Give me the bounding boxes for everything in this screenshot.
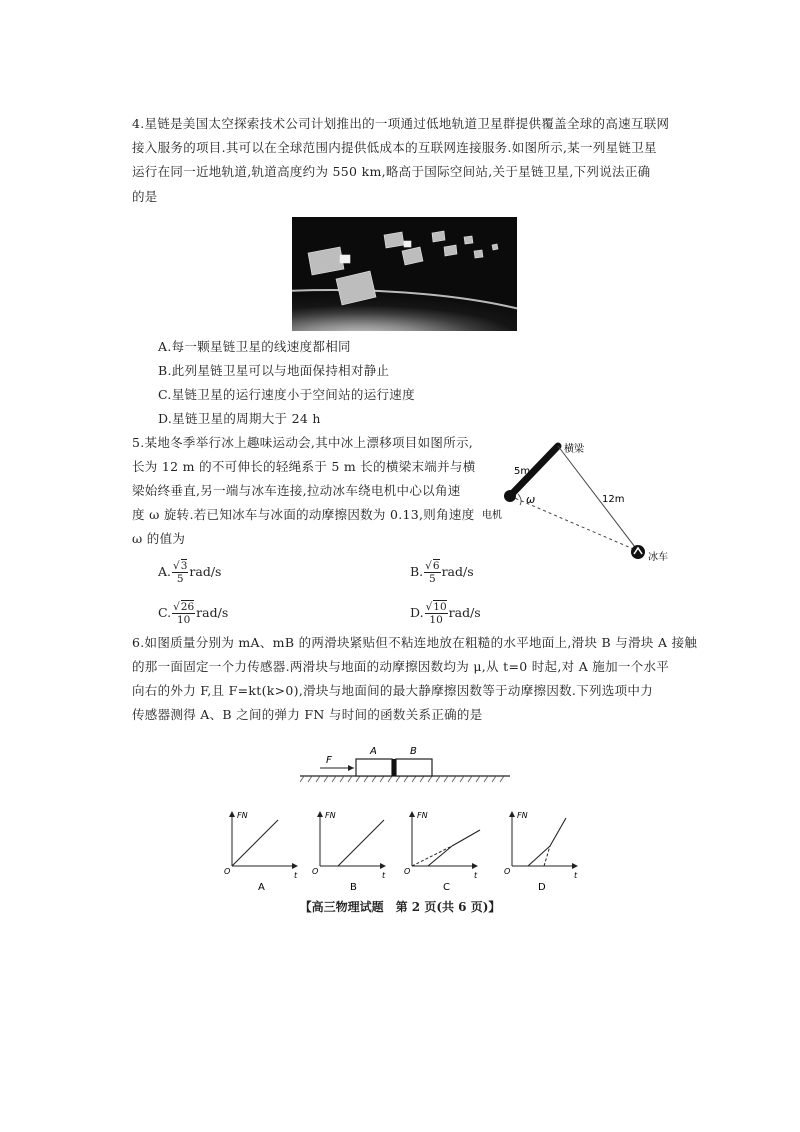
graph-c-y-label: FN — [417, 811, 428, 820]
starlink-photo — [292, 217, 517, 331]
q4-line-2: 接入服务的项目.其可以在全球范围内提供低成本的互联网连接服务.如图所示,某一列星链卫星 — [132, 140, 657, 155]
q5-option-b-denominator: 5 — [429, 573, 436, 585]
graph-c-line-end — [452, 830, 480, 846]
q5-option-c-fraction: $\frac{√26}{10}$ — [173, 601, 195, 626]
q5-line-3: 梁始终垂直,另一端与冰车连接,拉动冰车绕电机中心以角速 — [132, 483, 461, 498]
q6-line-4: 传感器测得 A、B 之间的弹力 FN 与时间的函数关系正确的是 — [132, 707, 483, 722]
graph-d-line-end — [550, 818, 566, 846]
q5-option-d-fraction: $\frac{√10}{10}$ — [425, 601, 447, 626]
rope — [558, 446, 638, 551]
q6-answer-graphs — [222, 806, 592, 894]
graph-d — [504, 811, 578, 893]
graph-c — [404, 811, 480, 893]
graph-a — [224, 811, 298, 893]
q4-option-b: B.此列星链卫星可以与地面保持相对静止 — [158, 363, 390, 378]
q5-option-c-prefix: C. — [158, 605, 172, 620]
page-footer: 【高三物理试题 第 2 页(共 6 页)】 — [299, 900, 501, 914]
graph-a-origin: O — [224, 867, 231, 876]
q5-option-a-fraction: $\frac{√3}{5}$ — [173, 560, 188, 585]
q5-option-a-unit: rad/s — [189, 564, 222, 579]
beam-length-label: 5m — [514, 466, 531, 477]
graph-a-line — [232, 820, 278, 866]
graph-a-x-label: t — [294, 871, 298, 880]
blocks-setup-diagram — [300, 738, 515, 788]
q5-option-b-numerator: 6 — [432, 560, 440, 572]
graph-b-y-label: FN — [325, 811, 336, 820]
graph-b-line — [338, 820, 384, 866]
block-a — [356, 759, 392, 776]
q4-option-d: D.星链卫星的周期大于 24 h — [158, 411, 321, 426]
graph-b — [312, 811, 386, 893]
motor-label: 电机 — [482, 510, 502, 521]
q6-line-1: 6.如图质量分别为 mA、mB 的两滑块紧贴但不粘连地放在粗糙的水平地面上,滑块 B 与滑块 A 接触 — [132, 635, 698, 650]
force-label: F — [326, 755, 332, 766]
starlink-satellites-illustration — [292, 217, 517, 331]
graph-c-x-label: t — [474, 871, 478, 880]
q4-line-4: 的是 — [132, 189, 158, 204]
block-b — [396, 759, 432, 776]
beam-label: 横梁 — [564, 444, 584, 455]
q5-option-a-prefix: A. — [158, 564, 172, 579]
q5-option-a-denominator: 5 — [176, 573, 184, 585]
graph-a-y-label: FN — [237, 811, 248, 820]
q5-option-d-denominator: 10 — [429, 614, 443, 626]
q4-option-a: A.每一颗星链卫星的线速度都相同 — [158, 339, 351, 354]
graph-c-caption: C — [443, 882, 450, 893]
block-b-label: B — [410, 746, 417, 757]
q5-option-c — [158, 601, 228, 626]
q5-line-1: 5.某地冬季举行冰上趣味运动会,其中冰上漂移项目如图所示, — [132, 435, 474, 450]
ice-sled-diagram — [480, 438, 680, 573]
q5-option-d — [410, 601, 481, 626]
q5-option-c-unit: rad/s — [196, 605, 229, 620]
block-a-label: A — [370, 746, 377, 757]
q5-option-b-prefix: B. — [410, 564, 424, 579]
q5-option-a-numerator: 3 — [180, 560, 188, 572]
q5-line-2: 长为 12 m 的不可伸长的轻绳系于 5 m 长的横梁末端并与横 — [132, 459, 476, 474]
q5-option-c-numerator: 26 — [180, 601, 195, 613]
rope-length-label: 12m — [602, 494, 625, 505]
q6-line-2: 的那一面固定一个力传感器.两滑块与地面的动摩擦因数均为 μ,从 t=0 时起,对 A 施加一个水平 — [132, 659, 670, 674]
force-sensor — [392, 759, 396, 776]
q5-line-5: ω 的值为 — [132, 531, 186, 546]
graph-b-caption: B — [350, 882, 357, 893]
q5-option-d-prefix: D. — [410, 605, 424, 620]
graph-d-y-label: FN — [517, 811, 528, 820]
q5-option-c-denominator: 10 — [176, 614, 191, 626]
q5-option-d-numerator: 10 — [433, 601, 447, 613]
q6-line-3: 向右的外力 F,且 F=kt(k>0),滑块与地面间的最大静摩擦因数等于动摩擦因数.下列选项中力 — [132, 683, 653, 698]
q5-option-b-fraction: $\frac{√6}{5}$ — [425, 560, 440, 585]
graph-a-caption: A — [258, 882, 265, 893]
q4-option-c: C.星链卫星的运行速度小于空间站的运行速度 — [158, 387, 415, 402]
sled-label: 冰车 — [648, 552, 668, 563]
q5-option-b-unit: rad/s — [441, 564, 474, 579]
q5-option-d-unit: rad/s — [448, 605, 481, 620]
q5-line-4: 度 ω 旋转.若已知冰车与冰面的动摩擦因数为 0.13,则角速度 — [132, 507, 475, 522]
q4-line-3: 运行在同一近地轨道,轨道高度约为 550 km,略高于国际空间站,关于星链卫星,下列说法正确 — [132, 164, 651, 179]
omega-label: ω — [526, 493, 536, 506]
graph-d-x-label: t — [574, 871, 578, 880]
graph-d-origin: O — [504, 867, 511, 876]
q5-option-b — [410, 560, 474, 585]
graph-b-x-label: t — [382, 871, 386, 880]
graph-c-origin: O — [404, 867, 411, 876]
motor-icon — [504, 490, 516, 502]
q4-line-1: 4.星链是美国太空探索技术公司计划推出的一项通过低地轨道卫星群提供覆盖全球的高速互联网 — [132, 116, 670, 131]
graph-d-caption: D — [538, 882, 546, 893]
q5-option-a — [158, 560, 221, 585]
graph-b-origin: O — [312, 867, 319, 876]
